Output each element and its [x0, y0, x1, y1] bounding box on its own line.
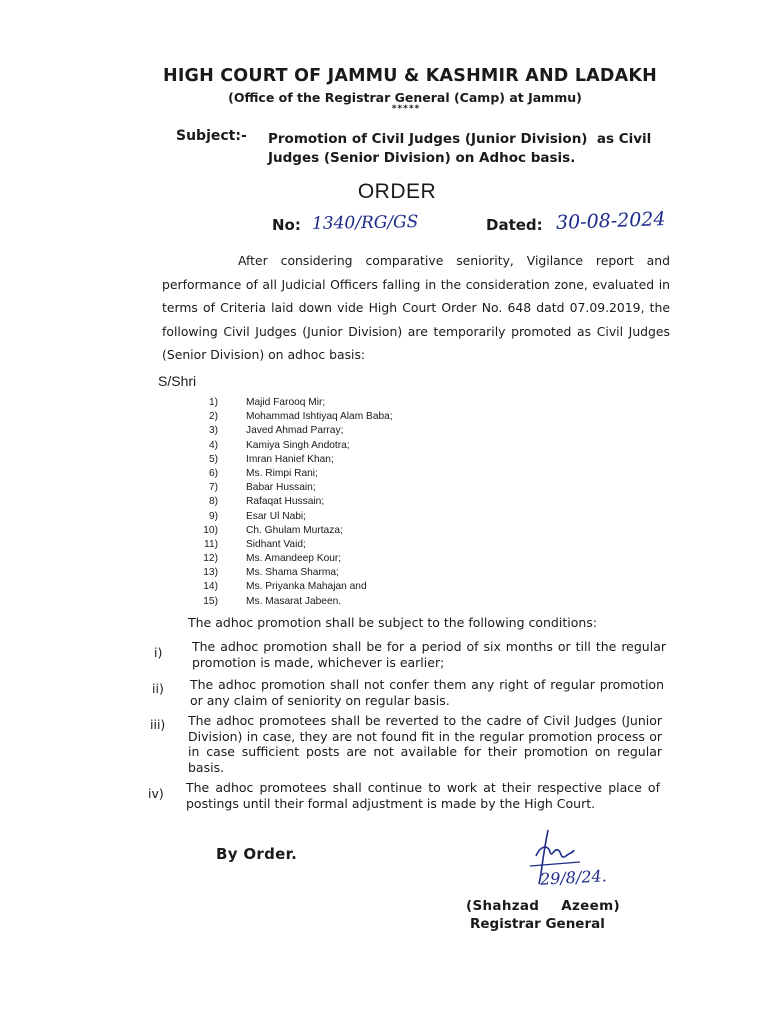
dated-label: Dated:	[486, 216, 543, 234]
judge-name: Esar Ul Nabi;	[246, 510, 307, 522]
dated-handwritten: 30-08-2024	[555, 208, 666, 234]
signatory-designation: Registrar General	[470, 916, 605, 932]
order-number-handwritten: 1340/RG/GS	[311, 212, 419, 234]
judge-name: Ms. Rimpi Rani;	[246, 467, 318, 479]
document-title: ORDER	[357, 180, 437, 203]
judge-name: Ms. Priyanka Mahajan and	[246, 581, 367, 593]
subject-line-2: Judges (Senior Division) on Adhoc basis.	[268, 150, 576, 166]
judge-name: Kamiya Singh Andotra;	[246, 439, 350, 451]
conditions-intro: The adhoc promotion shall be subject to the following conditions:	[188, 615, 598, 630]
list-item-number: 7)	[208, 482, 218, 494]
judge-name: Javed Ahmad Parray;	[246, 425, 344, 437]
condition-text: The adhoc promotees shall be reverted to the cadre of Civil Judges (Junior Division) in case, they are not found fit in the regular promotion process or in case sufficient posts are not available for their promotion on regular basis.	[188, 713, 662, 775]
list-item-number: 3)	[208, 425, 218, 437]
list-item-number: 14)	[203, 581, 218, 593]
judge-name: Ch. Ghulam Murtaza;	[246, 524, 343, 536]
list-item-number: 6)	[208, 467, 218, 479]
list-item	[196, 454, 496, 468]
header-stars: *****	[391, 104, 421, 114]
signatory-name: (Shahzad Azeem)	[466, 898, 620, 914]
list-item	[196, 411, 496, 425]
list-item-number: 11)	[204, 538, 218, 550]
list-item-number: 15)	[203, 595, 218, 607]
list-item	[196, 581, 496, 595]
judge-name: Majid Farooq Mir;	[246, 397, 326, 408]
condition-number: ii)	[152, 681, 164, 696]
intro-paragraph: After considering comparative seniority, Vigilance report and performance of all Judicial Officers falling in the consideration zone, evaluated in terms of Criteria laid down vide High Court Order No. 648 datd 07.09.2019, the following Civil Judges (Junior Division) are temporarily promoted as Civil Judges (Senior Division) on adhoc basis:	[162, 253, 670, 362]
condition-text: The adhoc promotion shall be for a period of six months or till the regular promotion is made, whichever is earlier;	[192, 639, 666, 670]
salutation: S/Shri	[158, 373, 197, 389]
judge-name: Ms. Amandeep Kour;	[246, 553, 342, 565]
list-item-number: 10)	[203, 524, 218, 536]
list-item-number: 2)	[208, 411, 218, 423]
judge-name: Sidhant Vaid;	[246, 538, 306, 550]
list-item-number: 5)	[208, 453, 218, 465]
judge-name: Imran Hanief Khan;	[246, 453, 334, 465]
list-item	[196, 482, 496, 496]
condition-text: The adhoc promotees shall continue to work at their respective place of postings until their formal adjustment is made by the High Court.	[186, 780, 660, 811]
list-item	[196, 567, 496, 581]
condition-text: The adhoc promotion shall not confer them any right of regular promotion or any claim of seniority on regular basis.	[190, 677, 664, 708]
list-item	[196, 496, 496, 510]
subject-label: Subject:-	[176, 128, 247, 144]
condition-number: i)	[154, 645, 163, 660]
signature-date-handwritten: 29/8/24.	[539, 866, 608, 889]
judge-name: Ms. Masarat Jabeen.	[246, 595, 342, 607]
list-item	[196, 397, 496, 411]
list-item	[196, 511, 496, 525]
judge-name: Babar Hussain;	[246, 482, 316, 494]
list-item	[196, 596, 496, 610]
order-number-label: No:	[272, 216, 301, 234]
list-item-number: 12)	[203, 553, 218, 565]
subject-line-1: Promotion of Civil Judges (Junior Division) as Civil	[268, 131, 652, 147]
list-item	[196, 440, 496, 454]
judge-name: Mohammad Ishtiyaq Alam Baba;	[246, 411, 393, 423]
list-item-number: 13)	[203, 567, 218, 579]
list-item	[196, 425, 496, 439]
list-item-number: 8)	[208, 496, 218, 508]
list-item	[196, 525, 496, 539]
condition-number: iii)	[150, 717, 166, 732]
list-item-number: 4)	[208, 439, 218, 451]
list-item	[196, 539, 496, 553]
court-name: HIGH COURT OF JAMMU & KASHMIR AND LADAKH	[162, 66, 657, 86]
judge-name: Ms. Shama Sharma;	[246, 567, 339, 579]
office-name: (Office of the Registrar General (Camp) at Jammu)	[228, 90, 582, 105]
judges-list	[196, 397, 496, 610]
judge-name: Rafaqat Hussain;	[246, 496, 325, 508]
condition-number: iv)	[148, 786, 164, 801]
list-item	[196, 468, 496, 482]
subject-text	[268, 130, 698, 168]
list-item-number: 9)	[208, 510, 218, 522]
by-order: By Order.	[216, 845, 298, 863]
list-item-number: 1)	[208, 397, 218, 408]
list-item	[196, 553, 496, 567]
